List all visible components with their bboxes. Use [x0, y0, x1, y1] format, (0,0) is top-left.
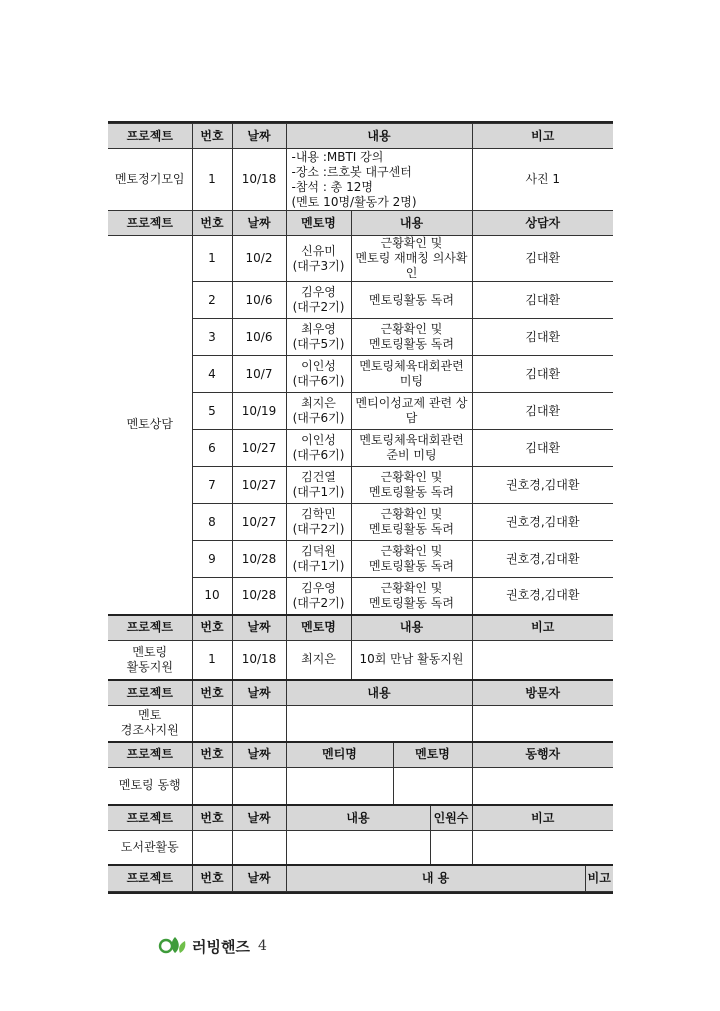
col-number: 번호 — [192, 124, 232, 149]
cell-project: 도서관활동 — [108, 831, 192, 865]
col-mentor: 멘토명 — [286, 211, 351, 236]
cell-date — [232, 767, 286, 805]
col-content: 내용 — [351, 615, 472, 641]
cell-note — [472, 640, 613, 680]
support-header-row — [108, 615, 613, 641]
cell-date — [232, 706, 286, 742]
cell-content: 멘토링체육대회관련 준비 미팅 — [351, 430, 472, 467]
cell-project: 멘토 경조사지원 — [108, 706, 192, 742]
col-mentor: 멘토명 — [393, 742, 472, 768]
cell-number: 2 — [192, 282, 232, 319]
cell-date: 10/6 — [232, 319, 286, 356]
cell-content — [286, 706, 472, 742]
col-content: 내용 — [286, 124, 472, 149]
cell-mentor: 김우영 (대구2기) — [286, 282, 351, 319]
cell-mentor: 이인성 (대구6기) — [286, 430, 351, 467]
col-date: 날짜 — [232, 742, 286, 768]
col-number: 번호 — [192, 742, 232, 768]
cell-counselor: 권호경,김대환 — [472, 541, 613, 578]
table-row — [108, 149, 613, 211]
cell-number — [192, 831, 232, 865]
cell-number: 1 — [192, 149, 232, 211]
col-content: 내용 — [286, 680, 472, 706]
col-number: 번호 — [192, 865, 232, 892]
cell-date: 10/27 — [232, 430, 286, 467]
cell-number: 7 — [192, 467, 232, 504]
cell-date — [232, 831, 286, 865]
library-header-row — [108, 805, 613, 831]
loving-hands-logo-icon — [158, 933, 188, 959]
col-project: 프로젝트 — [108, 615, 192, 641]
brand-name: 러빙핸즈 — [192, 937, 250, 956]
cell-content: 근황확인 및 멘토링활동 독려 — [351, 541, 472, 578]
cell-mentor: 김우영 (대구2기) — [286, 578, 351, 615]
col-counselor: 상담자 — [472, 211, 613, 236]
col-project: 프로젝트 — [108, 742, 192, 768]
col-project: 프로젝트 — [108, 865, 192, 892]
cell-number: 10 — [192, 578, 232, 615]
col-date: 날짜 — [232, 805, 286, 831]
cell-date: 10/18 — [232, 640, 286, 680]
col-companion: 동행자 — [472, 742, 613, 768]
col-number: 번호 — [192, 680, 232, 706]
cell-counselor: 권호경,김대환 — [472, 504, 613, 541]
col-note: 비고 — [585, 865, 613, 892]
cell-mentor: 이인성 (대구6기) — [286, 356, 351, 393]
table-row — [108, 706, 613, 742]
cell-note: 사진 1 — [472, 149, 613, 211]
cell-content: 근황확인 및 멘토링활동 독려 — [351, 578, 472, 615]
cell-note — [472, 831, 613, 865]
cell-counselor: 김대환 — [472, 319, 613, 356]
cell-headcount — [430, 831, 472, 865]
cell-number — [192, 706, 232, 742]
cell-mentor: 김덕원 (대구1기) — [286, 541, 351, 578]
cell-counselor: 권호경,김대환 — [472, 578, 613, 615]
col-visitor: 방문자 — [472, 680, 613, 706]
counseling-header-row — [108, 211, 613, 236]
cell-project: 멘토상담 — [108, 236, 192, 615]
cell-content — [286, 831, 430, 865]
cell-date: 10/19 — [232, 393, 286, 430]
table-row — [108, 831, 613, 865]
col-content: 내용 — [286, 805, 430, 831]
col-date: 날짜 — [232, 615, 286, 641]
cell-counselor: 김대환 — [472, 393, 613, 430]
table-row — [108, 640, 613, 680]
cell-content: 10회 만남 활동지원 — [351, 640, 472, 680]
cell-number: 3 — [192, 319, 232, 356]
cell-date: 10/27 — [232, 467, 286, 504]
cell-counselor: 김대환 — [472, 282, 613, 319]
col-content: 내 용 — [286, 865, 585, 892]
cell-mentor — [393, 767, 472, 805]
condolence-header-row — [108, 680, 613, 706]
accompany-header-row — [108, 742, 613, 768]
cell-project: 멘토링 활동지원 — [108, 640, 192, 680]
page-number: 4 — [257, 938, 267, 954]
col-date: 날짜 — [232, 211, 286, 236]
cell-date: 10/28 — [232, 541, 286, 578]
cell-content: 멘토링체육대회관련 미팅 — [351, 356, 472, 393]
cell-mentor: 신유미 (대구3기) — [286, 236, 351, 282]
cell-mentee — [286, 767, 393, 805]
col-number: 번호 — [192, 805, 232, 831]
meeting-header-row — [108, 124, 613, 149]
table-row — [108, 767, 613, 805]
cell-number: 1 — [192, 640, 232, 680]
cell-number: 8 — [192, 504, 232, 541]
cell-content: 근황확인 및 멘토링활동 독려 — [351, 467, 472, 504]
cell-counselor: 김대환 — [472, 236, 613, 282]
col-date: 날짜 — [232, 680, 286, 706]
cell-counselor: 권호경,김대환 — [472, 467, 613, 504]
col-project: 프로젝트 — [108, 805, 192, 831]
activity-table — [108, 123, 613, 892]
cell-date: 10/27 — [232, 504, 286, 541]
col-headcount: 인원수 — [430, 805, 472, 831]
cell-number — [192, 767, 232, 805]
col-note: 비고 — [472, 124, 613, 149]
col-project: 프로젝트 — [108, 124, 192, 149]
col-project: 프로젝트 — [108, 680, 192, 706]
cell-content: 근황확인 및 멘토링활동 독려 — [351, 319, 472, 356]
cell-mentor: 김건열 (대구1기) — [286, 467, 351, 504]
cell-content: 멘티이성교제 관련 상담 — [351, 393, 472, 430]
cell-number: 6 — [192, 430, 232, 467]
cell-counselor: 김대환 — [472, 356, 613, 393]
cell-date: 10/7 — [232, 356, 286, 393]
cell-mentor: 최지은 — [286, 640, 351, 680]
col-number: 번호 — [192, 211, 232, 236]
cell-number: 4 — [192, 356, 232, 393]
col-note: 비고 — [472, 805, 613, 831]
cell-companion — [472, 767, 613, 805]
col-content: 내용 — [351, 211, 472, 236]
last-header-row — [108, 865, 613, 892]
cell-mentor: 최우영 (대구5기) — [286, 319, 351, 356]
cell-mentor: 김학민 (대구2기) — [286, 504, 351, 541]
cell-content: 멘토링활동 독려 — [351, 282, 472, 319]
cell-number: 5 — [192, 393, 232, 430]
cell-content: 근황확인 및 멘토링활동 독려 — [351, 504, 472, 541]
cell-project: 멘토정기모임 — [108, 149, 192, 211]
col-mentee: 멘티명 — [286, 742, 393, 768]
cell-counselor: 김대환 — [472, 430, 613, 467]
col-note: 비고 — [472, 615, 613, 641]
col-mentor: 멘토명 — [286, 615, 351, 641]
cell-date: 10/18 — [232, 149, 286, 211]
col-project: 프로젝트 — [108, 211, 192, 236]
cell-visitor — [472, 706, 613, 742]
cell-mentor: 최지은 (대구6기) — [286, 393, 351, 430]
cell-project: 멘토링 동행 — [108, 767, 192, 805]
col-number: 번호 — [192, 615, 232, 641]
report-table — [108, 121, 613, 894]
cell-date: 10/2 — [232, 236, 286, 282]
cell-content: 근황확인 및 멘토링 재매칭 의사확인 — [351, 236, 472, 282]
col-date: 날짜 — [232, 865, 286, 892]
cell-number: 1 — [192, 236, 232, 282]
cell-content: -내용 :MBTI 강의 -장소 :르호봇 대구센터 -참석 : 총 12명 (멘토 10명/활동가 2명) — [286, 149, 472, 211]
cell-number: 9 — [192, 541, 232, 578]
cell-date: 10/6 — [232, 282, 286, 319]
page-footer — [158, 934, 267, 958]
cell-date: 10/28 — [232, 578, 286, 615]
table-row — [108, 236, 613, 282]
col-date: 날짜 — [232, 124, 286, 149]
